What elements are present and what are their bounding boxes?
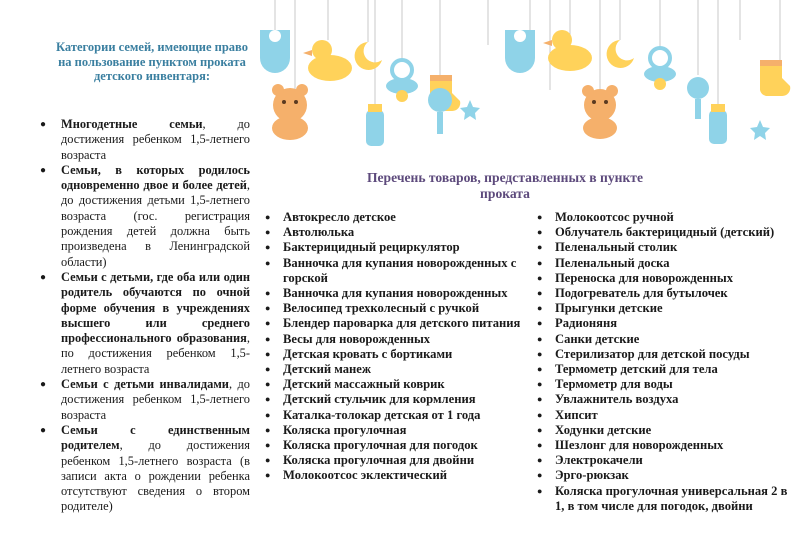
product-item: ● Коляска прогулочная для погодок bbox=[265, 438, 525, 453]
product-item: ● Переноска для новорожденных bbox=[537, 271, 797, 286]
category-condition: , до достижения детьми 1,5-летнего возраста (гос. регистрация рождения детей должна быть произведена в Ленинградской области) bbox=[61, 178, 250, 269]
category-item bbox=[38, 163, 250, 270]
category-item bbox=[38, 377, 250, 423]
moon-icon bbox=[607, 40, 634, 68]
product-item: ● Эрго-рюкзак bbox=[537, 468, 797, 483]
category-name: Семьи, в которых родилось одновременно двое и более детей bbox=[61, 162, 250, 193]
sock-icon bbox=[760, 60, 790, 96]
product-item: ● Хипсит bbox=[537, 408, 797, 423]
bib-icon bbox=[260, 30, 290, 73]
rattle-icon bbox=[687, 77, 709, 119]
product-item: ● Коляска прогулочная универсальная 2 в 1, в том числе для погодок, двойни bbox=[537, 484, 797, 514]
product-item: ● Коляска прогулочная для двойни bbox=[265, 453, 525, 468]
category-item bbox=[38, 270, 250, 377]
product-item: ● Термометр для воды bbox=[537, 377, 797, 392]
product-item: ● Велосипед трехколесный с ручкой bbox=[265, 301, 525, 316]
categories-heading: Категории семей, имеющие право на пользование пунктом проката детского инвентаря: bbox=[56, 40, 248, 83]
product-item: ● Автокресло детское bbox=[265, 210, 525, 225]
pacifier-icon bbox=[386, 60, 418, 102]
bib-icon bbox=[505, 30, 535, 73]
product-item: ● Детский массажный коврик bbox=[265, 377, 525, 392]
product-item: ● Каталка-толокар детская от 1 года bbox=[265, 408, 525, 423]
moon-icon bbox=[355, 42, 382, 70]
product-item: ● Термометр детский для тела bbox=[537, 362, 797, 377]
products-list-column-2 bbox=[537, 210, 797, 514]
category-name: Многодетные семьи bbox=[61, 117, 203, 131]
category-condition: , по достижения ребенком 1,5-летнего возраста bbox=[61, 331, 250, 376]
categories-list bbox=[38, 117, 250, 515]
pacifier-icon bbox=[644, 48, 676, 90]
product-item: ● Весы для новорожденных bbox=[265, 332, 525, 347]
product-item: ● Автолюлька bbox=[265, 225, 525, 240]
product-item: ● Пеленальный доска bbox=[537, 256, 797, 271]
product-item: ● Пеленальный столик bbox=[537, 240, 797, 255]
product-item: ● Электрокачели bbox=[537, 453, 797, 468]
product-item: ● Прыгунки детские bbox=[537, 301, 797, 316]
product-item: ● Ванночка для купания новорожденных bbox=[265, 286, 525, 301]
product-item: ● Бактерицидный рециркулятор bbox=[265, 240, 525, 255]
product-item: ● Радионяня bbox=[537, 316, 797, 331]
teddy-bear-icon bbox=[582, 85, 618, 139]
product-item: ● Ходунки детские bbox=[537, 423, 797, 438]
product-item: ● Ванночка для купания новорожденных с горской bbox=[265, 256, 525, 286]
product-item: ● Молокоотсос ручной bbox=[537, 210, 797, 225]
category-condition: , до достижения ребенком 1,5-летнего возраста bbox=[61, 117, 250, 162]
baby-bottle-icon bbox=[366, 104, 384, 146]
category-item bbox=[38, 117, 250, 163]
teddy-bear-icon bbox=[272, 84, 308, 140]
product-item: ● Стерилизатор для детской посуды bbox=[537, 347, 797, 362]
duck-icon bbox=[303, 40, 352, 81]
category-item bbox=[38, 423, 250, 515]
category-name: Семьи с детьми инвалидами bbox=[61, 377, 229, 392]
product-item: ● Детский манеж bbox=[265, 362, 525, 377]
product-item: ● Коляска прогулочная bbox=[265, 423, 525, 438]
product-item: ● Детская кровать с бортиками bbox=[265, 347, 525, 362]
category-condition: , до достижения ребенком 1,5-летнего возраста (в записи акта о рождении ребенка отсутствуют сведения о втором родителе) bbox=[61, 438, 250, 514]
products-list-column-1 bbox=[265, 210, 525, 484]
baby-items-decoration bbox=[240, 0, 800, 150]
catalog-heading: Перечень товаров, представленных в пункте проката bbox=[366, 170, 644, 201]
category-name: Семьи с единственным родителем bbox=[61, 422, 250, 453]
product-item: ● Блендер пароварка для детского питания bbox=[265, 316, 525, 331]
category-name: Семьи с детьми, где оба или один родитель обучаются по очной форме обучения в учреждениях высшего или среднего профессионального образования bbox=[61, 269, 250, 346]
product-item: ● Детский стульчик для кормления bbox=[265, 392, 525, 407]
product-item: ● Облучатель бактерицидный (детский) bbox=[537, 225, 797, 240]
product-item: ● Подогреватель для бутылочек bbox=[537, 286, 797, 301]
category-condition: , до достижения ребенком 1,5-летнего возраста bbox=[61, 377, 250, 422]
baby-bottle-icon bbox=[709, 104, 727, 144]
family-categories-section bbox=[38, 0, 250, 535]
product-item: ● Санки детские bbox=[537, 332, 797, 347]
product-item: ● Шезлонг для новорожденных bbox=[537, 438, 797, 453]
product-item: ● Увлажнитель воздуха bbox=[537, 392, 797, 407]
product-item: ● Молокоотсос эклектический bbox=[265, 468, 525, 483]
